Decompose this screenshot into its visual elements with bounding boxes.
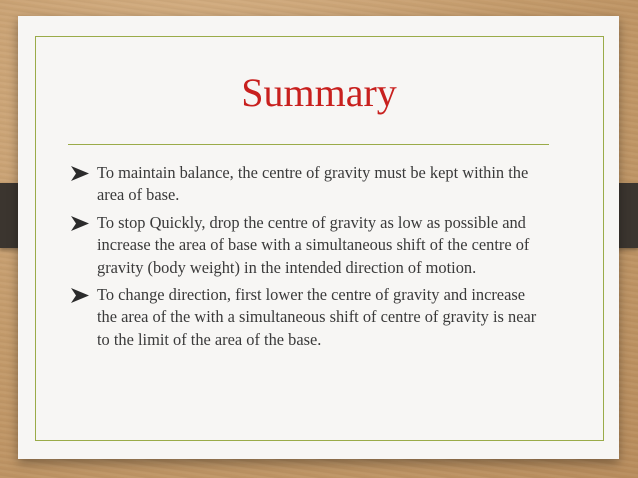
arrowhead-bullet-icon (71, 216, 89, 231)
arrowhead-bullet-icon (71, 166, 89, 181)
bullet-item (71, 162, 541, 207)
bullet-list (71, 162, 541, 356)
arrowhead-bullet-icon (71, 288, 89, 303)
slide-title: Summary (241, 70, 397, 115)
bullet-text: To stop Quickly, drop the centre of gravity as low as possible and increase the area of base with a simultaneous shift of the centre of gravity (body weight) in the intended direction of motion. (97, 212, 530, 277)
title-divider (68, 144, 549, 145)
bullet-item (71, 284, 541, 351)
bullet-text: To maintain balance, the centre of gravity must be kept within the area of base. (97, 163, 529, 205)
bullet-text: To change direction, first lower the centre of gravity and increase the area of the with a simultaneous shift of centre of gravity is near to the limit of the area of the base. (97, 285, 537, 349)
bullet-item (71, 212, 541, 279)
